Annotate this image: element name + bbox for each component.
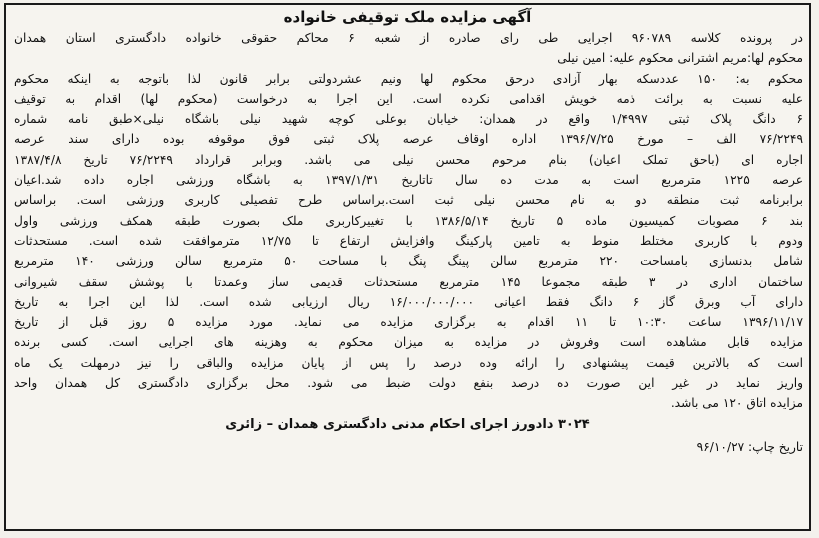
notice-line: ساختمان اداری در ۳ طبقه مجموعا ۱۴۵ مترمربع مستحدثات قدیمی ساز وعمدتا با پوشش سقف شیروانی [14,274,803,289]
notice-line: علیه نسبت به برائت ذمه خویش اقدامی نکرده است. این اجرا به درخواست (محکوم لها) اقدام به توقیف [14,91,803,106]
notice-line: محکوم به: ۱۵۰ عددسکه بهار آزادی درحق محکوم لها ونیم عشردولتی برابر قانون لذا باتوجه به اینکه محکوم [14,71,803,86]
notice-title: آگهی مزایده ملک توقیفی خانواده [283,8,532,26]
notice-line: ۱۳۹۶/۱۱/۱۷ ساعت ۱۰:۳۰ تا ۱۱ اقدام به برگزاری مزایده می نماید. مورد مزایده ۵ روز قبل از تاریخ [14,315,803,330]
notice-line: عرصه ۱۲۲۵ مترمربع است به مدت ده سال تاتاریخ ۱۳۹۷/۱/۳۱ به باشگاه ورزشی اجاره داده شد.اعیان [14,173,803,188]
notice-line: ۷۶/۲۲۴۹ الف – مورخ ۱۳۹۶/۷/۲۵ اداره اوقاف عرصه پلاک ثبتی فوق موقوفه بوده دارای سند عرصه [14,132,803,147]
print-date: تاریخ چاپ: ۹۶/۱۰/۲۷ [696,439,803,454]
notice-line: محکوم لها:مریم اشترانی محکوم علیه: امین نیلی [557,51,803,66]
notice-signature: ۳۰۲۴ دادورز اجرای احکام مدنی دادگستری همدان – زائری [225,416,590,432]
auction-notice [4,3,811,531]
notice-line: برابرنامه ثبت منطقه دو به نام محسن نیلی ثبت است.براساس طرح تفصیلی کاربری ورزشی است. براساس [14,193,803,208]
notice-line: در پرونده کلاسه ۹۶۰۷۸۹ اجرایی طی رای صادره از شعبه ۶ محاکم حقوقی خانواده دادگستری استان همدان [14,31,803,45]
notice-line: اجاره ای (باحق تملک اعیان) بنام مرحوم محسن نیلی می باشد. وبرابر قرارداد ۷۶/۲۲۴۹ تاریخ ۱۳۸۷/۴/۸ [14,152,803,167]
notice-body [6,28,809,414]
notice-line: بند ۶ مصوبات کمیسیون ماده ۵ تاریخ ۱۳۸۶/۵/۱۴ با تغییرکاربری ملک بصورت طبقه همکف ورزشی واول [14,213,803,228]
notice-line: مزایده اتاق ۱۲۰ می باشد. [670,396,803,411]
notice-line: دارای آب وبرق گاز ۶ دانگ فقط اعیانی ۱۶/۰۰۰/۰۰۰/۰۰۰ ریال ارزیابی شده است. لذا این اجرا به تاریخ [14,294,803,309]
notice-line: ودوم با کاربری مختلط منوط به تامین پارکینگ وافزایش ارتفاع تا ۱۲/۷۵ مترموافقت شده است. مستحدثات [14,233,803,248]
notice-line: واریز نماید در غیر این صورت ده درصد بنفع دولت ضبط می شود. محل برگزاری دادگستری کل همدان واحد [14,376,803,391]
notice-line: شامل بدنسازی بامساحت ۲۲۰ مترمربع سالن پینگ پنگ با مساحت ۵۰ مترمربع سالن ورزشی ۱۴۰ مترمربع [14,254,803,269]
notice-line: مزایده قابل مشاهده است وفروش در مزایده به میزان محکوم به وهزینه های اجرایی است. کسی برنده [14,335,803,350]
notice-line: است که بالاترین قیمت پیشنهادی را ارائه وده درصد را پس از پایان مزایده والباقی را نیز درمهلت یک ماه [14,355,803,370]
notice-line: ۶ دانگ پلاک ثبتی ۱/۴۹۹۷ واقع در همدان: خیابان بوعلی کوچه شهید نیلی باشگاه نیلی×طبق نامه شماره [14,112,803,127]
